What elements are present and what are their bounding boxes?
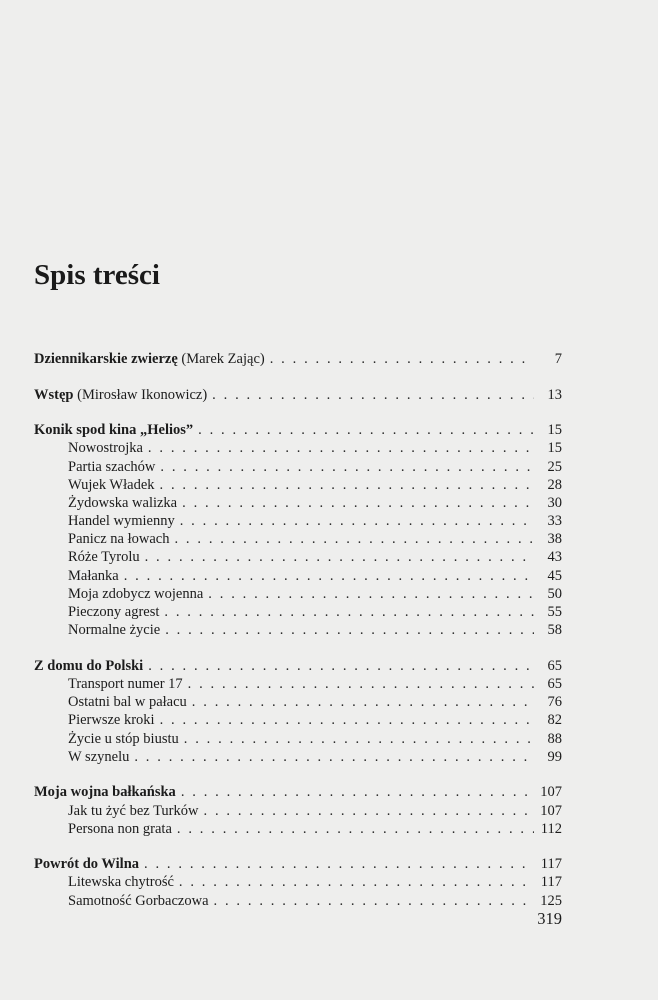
subchapter-page: 99 [547, 748, 562, 765]
subchapter-title: Pieczony agrest [68, 604, 160, 621]
dot-leader [188, 675, 534, 693]
subchapter-page: 15 [547, 440, 562, 457]
toc-subchapter-row [34, 820, 562, 838]
toc-subchapter-row [34, 458, 562, 476]
subchapter-title: Ostatni bal w pałacu [68, 694, 187, 711]
dot-leader [184, 730, 534, 748]
subchapter-title: Pierwsze kroki [68, 712, 155, 729]
toc-subchapter-row [34, 567, 562, 585]
subchapter-title: Róże Tyrolu [68, 549, 140, 566]
chapter-page: 13 [547, 386, 562, 403]
chapter-label [34, 855, 139, 873]
chapter-page: 15 [547, 422, 562, 439]
toc-subchapter-row [34, 512, 562, 530]
subchapter-title: Moja zdobycz wojenna [68, 585, 204, 602]
dot-leader [177, 820, 534, 838]
toc-chapter-row [34, 386, 562, 404]
subchapter-page: 45 [547, 567, 562, 584]
subchapter-title: Panicz na łowach [68, 531, 170, 548]
toc-subchapter-row [34, 603, 562, 621]
toc-section [34, 386, 562, 404]
toc-subchapter-row [34, 873, 562, 891]
subchapter-title: Małanka [68, 567, 119, 584]
subchapter-page: 55 [547, 604, 562, 621]
dot-leader [145, 548, 534, 566]
chapter-label [34, 783, 176, 801]
chapter-author: (Mirosław Ikonowicz) [77, 386, 208, 403]
toc-subchapter-row [34, 675, 562, 693]
dot-leader [148, 657, 534, 675]
chapter-title: Dziennikarskie zwierzę [34, 351, 178, 367]
dot-leader [198, 421, 534, 439]
dot-leader [165, 621, 534, 639]
chapter-title: Moja wojna bałkańska [34, 784, 176, 801]
subchapter-title: Litewska chytrość [68, 874, 174, 891]
dot-leader [204, 802, 535, 820]
chapter-label [34, 657, 143, 675]
chapter-page: 65 [547, 657, 562, 674]
toc-subchapter-row [34, 621, 562, 639]
subchapter-page: 50 [547, 585, 562, 602]
subchapter-title: Normalne życie [68, 622, 161, 639]
subchapter-page: 25 [547, 458, 562, 475]
toc-chapter-row [34, 350, 562, 368]
page-title: Spis treści [34, 259, 160, 291]
chapter-label [34, 350, 265, 368]
toc-subchapter-row [34, 585, 562, 603]
toc-section [34, 657, 562, 766]
subchapter-title: Samotność Gorbaczowa [68, 892, 209, 909]
dot-leader [164, 603, 534, 621]
dot-leader [179, 873, 534, 891]
subchapter-title: Persona non grata [68, 820, 172, 837]
dot-leader [182, 494, 534, 512]
page-number: 319 [537, 909, 562, 928]
dot-leader [148, 439, 534, 457]
chapter-label [34, 386, 207, 404]
chapter-label [34, 421, 193, 439]
subchapter-title: Partia szachów [68, 458, 156, 475]
toc-section [34, 783, 562, 838]
toc-subchapter-row [34, 730, 562, 748]
toc-subchapter-row [34, 530, 562, 548]
toc-section [34, 350, 562, 368]
toc-section [34, 421, 562, 639]
subchapter-title: Handel wymienny [68, 513, 175, 530]
chapter-title: Wstęp [34, 386, 74, 403]
dot-leader [160, 458, 534, 476]
subchapter-page: 65 [547, 675, 562, 692]
dot-leader [160, 711, 534, 729]
toc-chapter-row [34, 421, 562, 439]
subchapter-title: Wujek Władek [68, 476, 155, 493]
toc-subchapter-row [34, 476, 562, 494]
dot-leader [208, 585, 534, 603]
toc-section [34, 855, 562, 910]
chapter-title: Powrót do Wilna [34, 856, 140, 873]
subchapter-page: 112 [540, 820, 562, 837]
subchapter-title: Żydowska walizka [68, 494, 178, 511]
subchapter-page: 107 [540, 802, 562, 819]
dot-leader [124, 567, 534, 585]
chapter-title: Konik spod kina „Helios” [34, 422, 194, 439]
table-of-contents [34, 350, 562, 927]
subchapter-page: 58 [547, 622, 562, 639]
subchapter-page: 117 [540, 874, 562, 891]
toc-subchapter-row [34, 711, 562, 729]
toc-subchapter-row [34, 892, 562, 910]
subchapter-page: 30 [547, 494, 562, 511]
subchapter-title: Transport numer 17 [68, 675, 183, 692]
toc-subchapter-row [34, 748, 562, 766]
toc-chapter-row [34, 657, 562, 675]
dot-leader [214, 892, 534, 910]
chapter-title: Z domu do Polski [34, 657, 144, 674]
subchapter-page: 28 [547, 476, 562, 493]
subchapter-title: Jak tu żyć bez Turków [68, 802, 199, 819]
subchapter-title: W szynelu [68, 748, 130, 765]
dot-leader [212, 386, 534, 404]
subchapter-page: 82 [547, 712, 562, 729]
subchapter-title: Życie u stóp biustu [68, 730, 179, 747]
dot-leader [174, 530, 534, 548]
toc-subchapter-row [34, 693, 562, 711]
dot-leader [160, 476, 534, 494]
subchapter-page: 33 [547, 513, 562, 530]
subchapter-page: 76 [547, 694, 562, 711]
chapter-page: 7 [554, 351, 562, 367]
chapter-page: 117 [540, 856, 562, 873]
toc-subchapter-row [34, 494, 562, 512]
dot-leader [144, 855, 534, 873]
toc-subchapter-row [34, 548, 562, 566]
subchapter-page: 43 [547, 549, 562, 566]
subchapter-page: 125 [540, 892, 562, 909]
dot-leader [181, 783, 534, 801]
chapter-author: (Marek Zając) [181, 351, 265, 367]
toc-chapter-row [34, 783, 562, 801]
toc-chapter-row [34, 855, 562, 873]
chapter-page: 107 [540, 784, 562, 801]
dot-leader [180, 512, 534, 530]
dot-leader [134, 748, 534, 766]
subchapter-title: Nowostrojka [68, 440, 143, 457]
dot-leader [192, 693, 534, 711]
dot-leader [270, 350, 534, 368]
toc-subchapter-row [34, 439, 562, 457]
toc-subchapter-row [34, 802, 562, 820]
subchapter-page: 38 [547, 531, 562, 548]
subchapter-page: 88 [547, 730, 562, 747]
